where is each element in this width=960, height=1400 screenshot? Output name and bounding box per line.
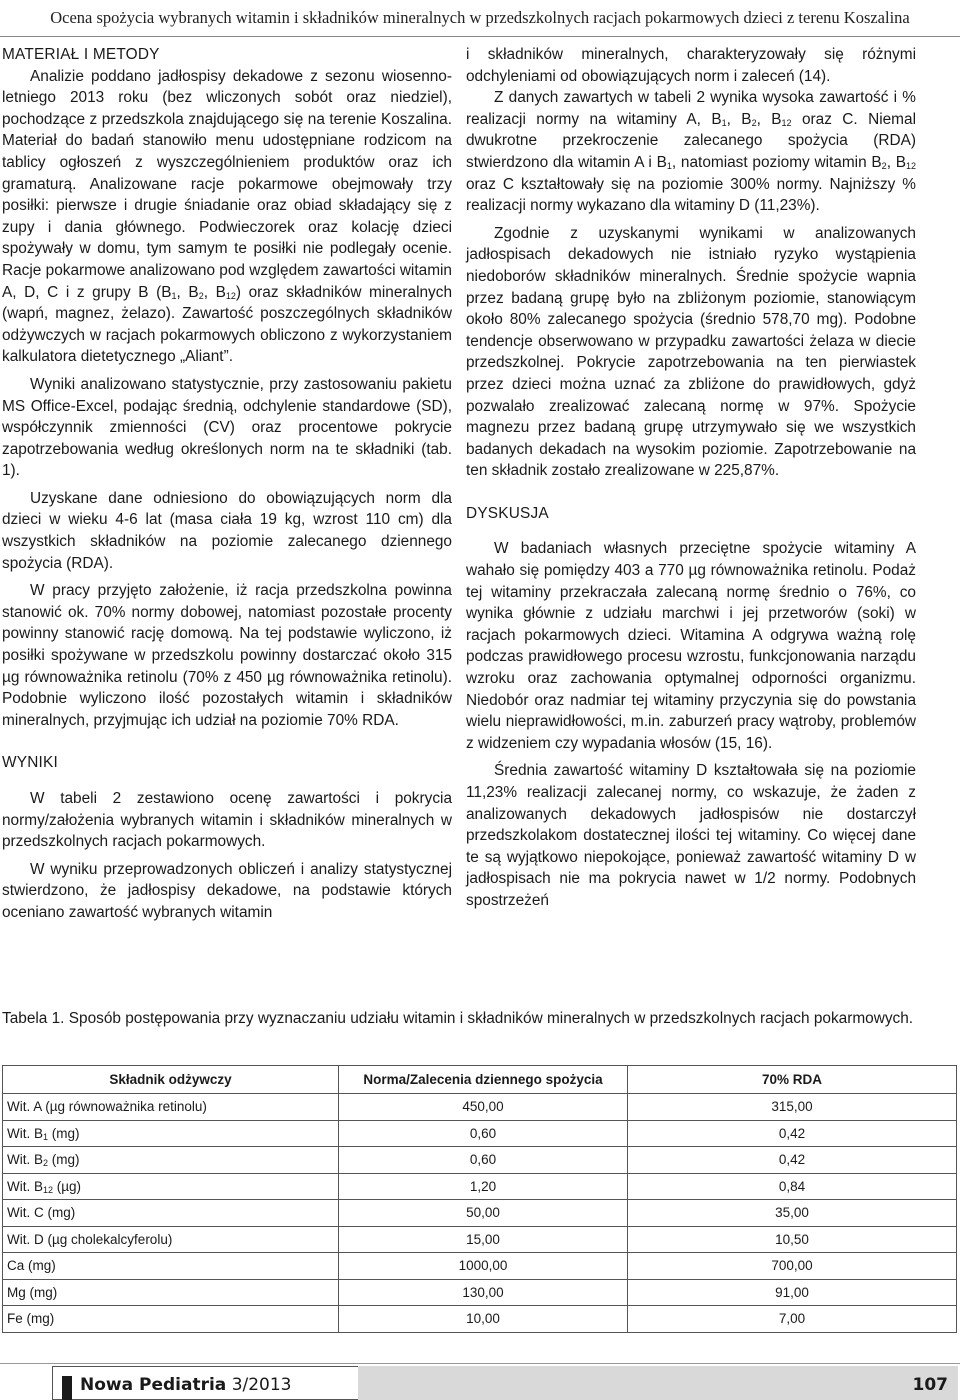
page-number: 107 xyxy=(912,1375,948,1395)
nutrient-cell: Ca (mg) xyxy=(3,1253,339,1280)
rda70-cell: 91,00 xyxy=(628,1279,957,1306)
table-row xyxy=(3,1200,957,1227)
nutrient-cell: Wit. $B_1$ (mg) xyxy=(3,1120,339,1147)
right-column xyxy=(466,44,916,912)
table-row xyxy=(3,1120,957,1147)
table-row xyxy=(3,1306,957,1333)
results-paragraph-continued: i składników mineralnych, charakteryzowały się różnymi odchyleniami od obowiązujących norm i zaleceń (14). xyxy=(466,46,916,85)
table-header-row xyxy=(3,1066,957,1094)
table-row xyxy=(3,1173,957,1200)
table-row xyxy=(3,1253,957,1280)
rda70-cell: 700,00 xyxy=(628,1253,957,1280)
footer-divider xyxy=(0,1363,960,1364)
norm-cell: 450,00 xyxy=(339,1094,628,1121)
table-header-rda70: 70% RDA xyxy=(628,1066,957,1094)
journal-name: Nowa Pediatria 3/2013 xyxy=(80,1375,292,1395)
left-column xyxy=(2,44,452,924)
section-heading-results: WYNIKI xyxy=(2,754,58,772)
results-paragraph-4: Zgodnie z uzyskanymi wynikami w analizowanych jadłospisach dekadowych nie istniało ryzyko wystąpienia niedoborów składników mineralnych. Średnie spożycie wapnia przez badaną grupę było na zbliżonym poziomie, stanowiącym około 80% zalecanego spożycia (średnio 578,70 mg). Podobne tendencje obserwowano w przypadku zawartości żelaza w diecie przedszkolnej. Pokrycie zapotrzebowania na ten pierwiastek przez dzieci można uznać za zbliżone do prawidłowych, gdyż pozwalało zrealizować zalecaną normę w 97%. Spożycie magnezu przez badaną grupę utrzymywało się we wszystkich badanych dekadach na wysokim poziomie. Zapotrzebowanie na ten składnik zostało zrealizowane w 225,87%. xyxy=(466,224,916,480)
rda70-cell: 0,42 xyxy=(628,1147,957,1174)
norm-cell: 0,60 xyxy=(339,1120,628,1147)
table-header-norm: Norma/Zalecenia dziennego spożycia xyxy=(339,1066,628,1094)
nutrient-cell: Fe (mg) xyxy=(3,1306,339,1333)
running-header: Ocena spożycia wybranych witamin i składników mineralnych w przedszkolnych racjach pokarmowych dzieci z terenu Koszalina xyxy=(50,8,910,27)
nutrient-cell: Wit. A (µg równoważnika retinolu) xyxy=(3,1094,339,1121)
nutrient-cell: Wit. $B_{12}$ (µg) xyxy=(3,1173,339,1200)
table-row xyxy=(3,1226,957,1253)
table-caption: Tabela 1. Sposób postępowania przy wyznaczaniu udziału witamin i składników mineralnych w przedszkolnych racjach pokarmowych. xyxy=(2,1010,914,1027)
methods-paragraph-2: Wyniki analizowano statystycznie, przy zastosowaniu pakietu MS Office-Excel, podając średnią, odchylenie standardowe (SD), współczynnik zmienności (CV) oraz procentowe pokrycie zapotrzebowania według określonych norm na te składniki (tab. 1). xyxy=(2,375,452,480)
table-row xyxy=(3,1094,957,1121)
table-row xyxy=(3,1147,957,1174)
methods-paragraph-4: W pracy przyjęto założenie, iż racja przedszkolna powinna stanowić ok. 70% normy dobowej, natomiast pozostałe procenty powinny stanowić rację domową. Na tej podstawie wyliczono, iż posiłki spożywane w przedszkolu powinny dostarczać około 315 µg równoważnika retinolu (70% z 450 µg równoważnika retinolu). Podobnie wyliczono ilość pozostałych witamin i składników mineralnych, przyjmując ich udział na poziomie 70% RDA. xyxy=(2,582,452,729)
rda-table xyxy=(2,1065,957,1333)
table-header-nutrient: Składnik odżywczy xyxy=(3,1066,339,1094)
norm-cell: 0,60 xyxy=(339,1147,628,1174)
norm-cell: 1,20 xyxy=(339,1173,628,1200)
norm-cell: 1000,00 xyxy=(339,1253,628,1280)
norm-cell: 130,00 xyxy=(339,1279,628,1306)
nutrient-cell: Mg (mg) xyxy=(3,1279,339,1306)
norm-cell: 10,00 xyxy=(339,1306,628,1333)
rda70-cell: 0,84 xyxy=(628,1173,957,1200)
norm-cell: 50,00 xyxy=(339,1200,628,1227)
discussion-paragraph-2: Średnia zawartość witaminy D kształtowała się na poziomie 11,23% realizacji zalecanej normy, co wskazuje, że żaden z analizowanych dekadowych jadłospisów nie dostarczył przedszkolakom dostatecznej ilości tej witaminy. Co więcej dane te są wyjątkowo niepokojące, ponieważ zawartość witaminy D w jadłospisach nie ma pokrycia nawet w 1/2 normy. Podobnych spostrzeżeń xyxy=(466,762,916,909)
methods-paragraph-3: Uzyskane dane odniesiono do obowiązujących norm dla dzieci w wieku 4-6 lat (masa ciała 19 kg, wzrost 110 cm) dla wszystkich składników na poziomie zalecanego dziennego spożycia (RDA). xyxy=(2,489,452,572)
results-paragraph-3: Z danych zawartych w tabeli 2 wynika wysoka zawartość i % realizacji normy na witaminy A, $B_1$, $B_2$, $B_{12}$ oraz C. Niemal dwukrotne przekroczenie zalecanego spożycia (RDA) stwierdzono dla witamin A i $B_1$, natomiast poziomy witamin $B_2$, $B_{12}$ oraz C kształtowały się na poziomie 300% normy. Najniższy % realizacji normy wykazano dla witaminy D (11,23%). xyxy=(466,89,917,215)
header-divider xyxy=(0,36,960,37)
rda70-cell: 35,00 xyxy=(628,1200,957,1227)
discussion-paragraph-1: W badaniach własnych przeciętne spożycie witaminy A wahało się pomiędzy 403 a 770 µg równoważnika retinolu. Podaż tej witaminy przekraczała zalecaną normę średnio o 76%, co wynika głównie z udziału marchwi i jej przetworów (soki) w racjach pokarmowych dzieci. Witamina A odgrywa ważną rolę podczas prawidłowego procesu wzrostu, funkcjonowania narządu wzroku oraz zachowania optymalnej odporności organizmu. Niedobór oraz nadmiar tej witaminy przyczynia się do powstania wielu nieprawidłowości, m.in. zaburzeń pracy wątroby, problemów z widzeniem czy wypadania włosów (15, 16). xyxy=(466,540,916,752)
nutrient-cell: Wit. $B_2$ (mg) xyxy=(3,1147,339,1174)
results-paragraph-2: W wyniku przeprowadzonych obliczeń i analizy statystycznej stwierdzono, że jadłospisy dekadowe, na podstawie których oceniano zawartość wybranych witamin xyxy=(2,860,452,921)
rda70-cell: 315,00 xyxy=(628,1094,957,1121)
methods-paragraph-1: Analizie poddano jadłospisy dekadowe z sezonu wiosenno-letniego 2013 roku (bez wliczonych sobót oraz niedziel), pochodzące z przedszkola znajdującego się na terenie Koszalina. Materiał do badań stanowiło menu udostępniane rodzicom na tablicy ogłoszeń z wyszczególnieniem produktów oraz ich gramaturą. Analizowane racje pokarmowe obejmowały trzy posiłki: pierwsze i drugie śniadanie oraz obiad składający się z zupy i dania głównego. Podwieczorek oraz kolację dzieci spożywały w domu, tym samym te posiłki nie podlegały ocenie. Racje pokarmowe analizowano pod względem zawartości witamin A, D, C i z grupy B ($B_1$, $B_2$, $B_{12}$) oraz składników mineralnych (wapń, magnez, żelazo). Zawartość poszczególnych składników odżywczych w racjach pokarmowych obliczono z wykorzystaniem kalkulatora dietetycznego „Aliant”. xyxy=(2,67,453,366)
rda70-cell: 10,50 xyxy=(628,1226,957,1253)
section-heading-methods: MATERIAŁ I METODY xyxy=(2,46,160,63)
nutrient-cell: Wit. C (mg) xyxy=(3,1200,339,1227)
norm-cell: 15,00 xyxy=(339,1226,628,1253)
journal-marker-icon xyxy=(62,1376,72,1400)
section-heading-discussion: DYSKUSJA xyxy=(466,504,549,522)
rda70-cell: 7,00 xyxy=(628,1306,957,1333)
table-row xyxy=(3,1279,957,1306)
nutrient-cell: Wit. D (µg cholekalcyferolu) xyxy=(3,1226,339,1253)
rda70-cell: 0,42 xyxy=(628,1120,957,1147)
results-paragraph-1: W tabeli 2 zestawiono ocenę zawartości i pokrycia normy/założenia wybranych witamin i składników mineralnych w przedszkolnych racjach pokarmowych. xyxy=(2,790,452,851)
